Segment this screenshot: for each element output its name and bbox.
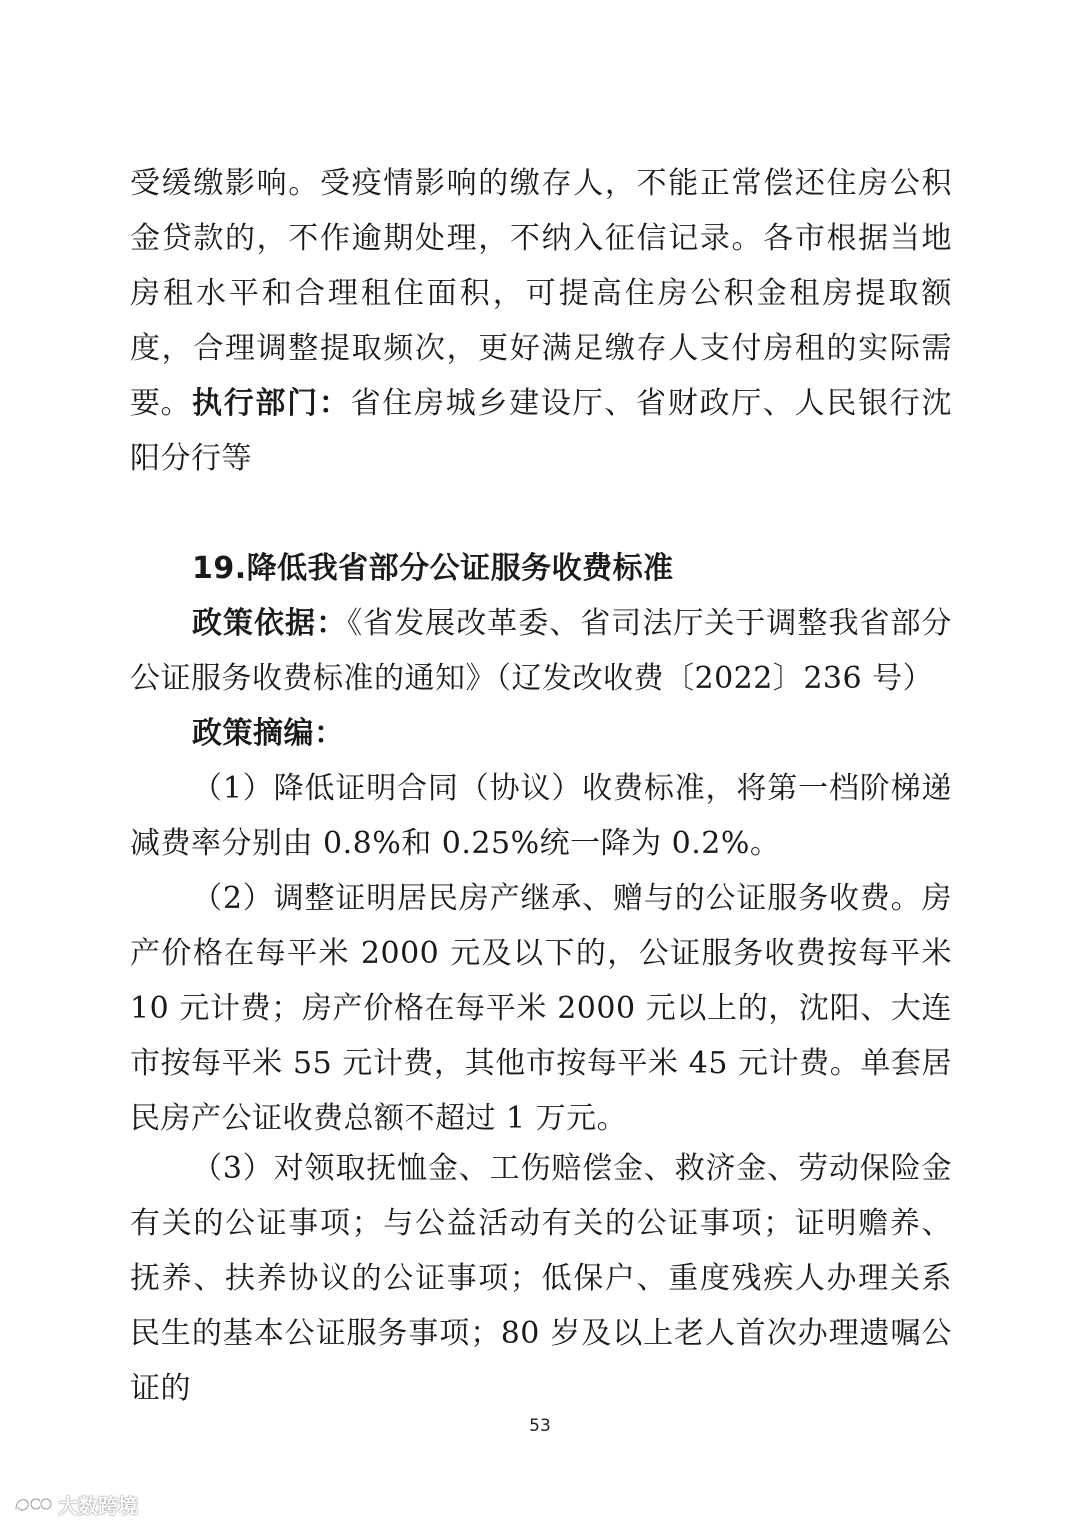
policy-basis-paragraph (130, 596, 952, 706)
section-title: 19.降低我省部分公证服务收费标准 (192, 551, 674, 586)
policy-basis-label: 政策依据： (192, 606, 348, 641)
watermark-logo-icon (12, 1493, 52, 1515)
exec-dept-paragraph (130, 376, 952, 486)
policy-summary-label: 政策摘编： (192, 716, 345, 751)
policy-basis-text: 《省发展改革委、省司法厅关于调整我省部分公证服务收费标准的通知》（辽发改收费〔2022〕236 号） (130, 606, 953, 696)
watermark (12, 1490, 138, 1518)
summary-item-1: （1）降低证明合同（协议）收费标准，将第一档阶梯递减费率分别由 0.8%和 0.25%统一降为 0.2%。 (130, 771, 952, 861)
exec-dept-label: 执行部门： (192, 386, 351, 421)
exec-dept-text: 省住房城乡建设厅、省财政厅、人民银行沈阳分行等 (130, 386, 953, 476)
summary-item-2: （2）调整证明居民房产继承、赠与的公证服务收费。房产价格在每平米 2000 元及以下的，公证服务收费按每平米 10 元计费；房产价格在每平米 2000 元以上的，沈阳、大连市按每平米 55 元计费，其他市按每平米 45 元计费。单套居民房产公证收费总额不超过 1 万元。 (130, 881, 952, 1136)
watermark-text: 大数跨境 (58, 1493, 138, 1518)
continuation-text: 受缓缴影响。受疫情影响的缴存人，不能正常偿还住房公积金贷款的，不作逾期处理，不纳入征信记录。各市根据当地房租水平和合理租住面积，可提高住房公积金租房提取额度，合理调整提取频次，更好满足缴存人支付房租的实际需要。 (130, 166, 952, 421)
summary-item-3: （3）对领取抚恤金、工伤赔偿金、救济金、劳动保险金有关的公证事项；与公益活动有关的公证事项；证明赡养、抚养、扶养协议的公证事项；低保户、重度残疾人办理关系民生的基本公证服务事项；80 岁及以上老人首次办理遗嘱公证的 (130, 1151, 952, 1406)
page-number: 53 (529, 1416, 551, 1436)
